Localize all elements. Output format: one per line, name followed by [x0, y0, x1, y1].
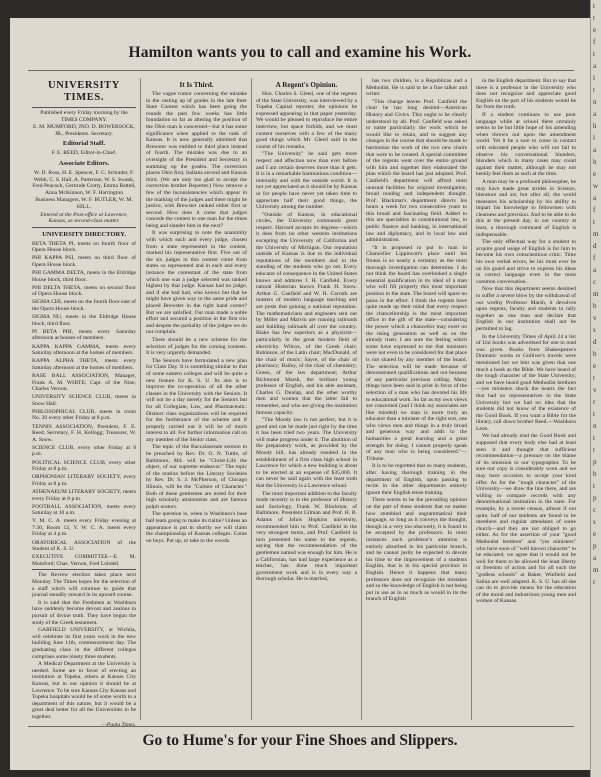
article-paragraph: Now that this department seems destined to suffer a severe blow by the withdrawal of our worthy Professor Marsh, it devolves upon regents, faculty and students to rally together as one man and declare that English in our institution shall not be permitted to lag.: [476, 286, 576, 332]
directory-entry: TENNIS ASSOCIATION, President, F. E. Reed; Secretary, F. H. Kellogg; Treasurer, W. A. Snow.: [32, 423, 136, 443]
adjacent-page-fragment: t: [593, 446, 595, 454]
editors-line: E. M. MUMFORD, JNO. D. BOWERSOCK, JR., Presidents. Secretary.: [32, 124, 136, 137]
directory-entry: PHI DELTA THETA, meets on second floor of Opera House block.: [32, 284, 136, 298]
column-divider: [140, 78, 141, 720]
adjacent-page-fragment: a: [593, 266, 597, 274]
adjacent-page-fragment: n: [593, 98, 597, 106]
adjacent-page-fragment: m: [593, 230, 599, 238]
adjacent-page-fragment: m: [593, 290, 599, 298]
directory-entry: PHI KAPPA PSI, meets on third floor of Opera House block.: [32, 255, 136, 268]
directory-entry: SCIENCE CLUB, every other Friday at 8 p.m.: [32, 444, 136, 458]
adjacent-page-fragment: b: [593, 470, 597, 478]
article-paragraph: The most important addition to the faculty made recently is in the professor of History and Sociology, Frank W. Blackmar, of Baltimore. President Gilman and Prof. H. B. Adams of Johns Hopkins university, recommended him to Prof. Canfield in the very strongest terms, and Prof. Canfield in turn presented his name to the regents, saying that the recommendation of the gentlemen named was enough for him. He is a Californian, has had large experience as a teacher, has done much important government work and is in every way a thorough scholar. He is married,: [256, 490, 357, 583]
business-managers: Business Managers, W. F. BUTLER, W. M. HILL.: [35, 197, 133, 210]
adjacent-page-fragment: h: [593, 122, 597, 130]
editor-in-chief: F. E. REED, Editor-in-Chief.: [51, 150, 117, 157]
article-paragraph: in the English department. But to say that there is a professor in the University who does not recognize and appreciate good English on the part of his students would be far from the truth.: [476, 78, 576, 111]
article-paragraph: The vague rumor concerning the mistake in the casting up of grades in the late Inter State Contest which has been going the rounds the past few weeks has little foundation so far as altering the position of the Ohio man is concerned—but it has some significance when applied to the rank of Kansas. It is now generally admitted that Brewster was entitled to third place instead of fourth. The mistake was due to an oversight of the President and Secretary in summing up the grades. The correction places Ohio first, Indiana second and Kansas third. (We are only too glad to accept the correction brother Reporter.) Now remove a few of the inconsistencies which appear in the marking of the judges and there might be justice, with Brewster ranked either first or second. How does it come that judges concede the contest to one man for the times being and slander him in the next?: [146, 91, 247, 229]
adjacent-page-fragment: t: [593, 218, 595, 226]
adjacent-page-fragment: a: [593, 554, 597, 562]
adjacent-page-fragment: w: [593, 182, 599, 190]
column-it-is-third: [146, 78, 247, 720]
adjacent-page-edge: [590, 0, 601, 777]
column-divider: [471, 78, 472, 720]
article-paragraph: The only effectual way for a student to acquire good usage of English is for him to become his own conscientious critic. Time his own verbal errors, be his must ever be on his guard and strive to express his ideas in correct language even in the most common conversation.: [476, 239, 576, 285]
adjacent-page-fragment: n: [593, 422, 597, 430]
adjacent-page-fragment: p: [593, 542, 597, 550]
editorial-staff-heading: Editorial Staff.: [62, 140, 106, 148]
directory-entry: ORPHONIAN LITERARY SOCIETY, every Friday at 8 p.m.: [32, 474, 136, 487]
adjacent-page-fragment: t: [593, 482, 595, 490]
directory-entry: FOOTBALL ASSOCIATION, meets every Saturday at 10 a.m.: [32, 503, 136, 517]
adjacent-page-fragment: v: [593, 314, 597, 322]
directory-list: [32, 241, 136, 568]
article-paragraph: A Medical Department at the University is needed. Some are in favor of erecting an institution at Topeka, others at Kansas City Kansas, but in our opinion it should be at Lawrence. To be sure Kansas City Kansas and Topeka hospitals would be of some worth to a department of this nature, but it would be a great deal better for all the Universities to be together.: [32, 661, 136, 720]
directory-entry: SIGMA CHI, meets on the fourth floor east of the Opera House block.: [32, 299, 136, 313]
adjacent-page-fragment: b: [593, 302, 597, 310]
article-paragraph: It is said that the Freshmen at Washburn have suddenly become devout and zealous in pursuit of divine truth. They have begun the study of the Greek testament.: [32, 599, 136, 626]
column-masthead: [32, 78, 136, 728]
article-paragraph: "The Moody law is not perfect, but it is good and can be made just right by the time it has been tried two years. The University will make progress under it. The abolition of the preparatory work, as provided by the Moody bill, has already resulted in the establishment of a first class high school in Lawrence for which a new building is about to be erected at an expense of $35,000. It can never be said again with the least truth that the University is a Lawrence school.: [256, 417, 357, 490]
bottom-rule: [28, 726, 574, 727]
article-paragraph: has two children, is a Republican and a Methodist. He is said to be a fine talker and writer.: [366, 78, 467, 98]
article-paragraph: A man may be a profound philosopher, he may have made great strides in Science, literature and art, but after all, the world measures his scholarship by his ability to impart his knowledge to fellowmen with clearness and precision. And to be able to do this at the present day, in our country at least, a thorough command of English is indispensable.: [476, 178, 576, 238]
adjacent-page-fragment: s: [593, 518, 596, 526]
top-banner-ad: Hamilton wants you to call and examine his Work.: [128, 44, 472, 61]
article-paragraph: The Review election takes place next Monday. The Times hopes for the selection of a staff which will continue to guide that journal steadily onward in its upward course.: [32, 572, 136, 599]
published-line: Published every Friday morning by the TIMES COMPANY.: [40, 110, 128, 123]
article-paragraph: The topic of the Baccalaureate sermon to be preached by Rev. Dr. O. N. Tuttle, of Baltimore, Md. will be "Christ-Life the object, of our supreme endeavor." The topic of the oration before the Literary Societies by Rev. Dr. S. J. McPherson, of Chicago Illinois, will be the "Culture of Character." Both of these gentlemen are noted for their high scholarly attainments and are famous pulpit orators.: [146, 444, 247, 510]
column-divider: [251, 78, 252, 720]
directory-entry: BASE BALL ASSOCIATION, Manager, Frank A. M. WHITE; Capt. of the Nine, Charles Vernon.: [32, 372, 136, 393]
bottom-banner-ad: Go to Hume's for your Fine Shoes and Slippers.: [142, 732, 458, 749]
column-5: [476, 78, 576, 720]
adjacent-page-fragment: e: [593, 530, 597, 538]
article-paragraph: The Seniors have formulated a new plan for Class Day. It is something similar to that of some eastern colleges and will be quite a new feature for K. S. U. Its aim is to improve the co-operation of all the other classes in the University with the Seniors. It will not be a day merely for the Seniors but for all Collegiate, Law, and Pharmaceutic. Distinct class organizations will be required for the furtherance of the scheme and if properly carried out it will be of much interest to all. For further information call on any member of the Senior class.: [146, 357, 247, 443]
article-paragraph: It was surprising to note the unanimity with which each and every judge, chosen from a state represented in the contest, marked his representative first. Five out of the six judges in this contest come from states so represented and in each and every instance the contestant of the state from which one was a judge selected was ranked highest by that judge. Kansas had no judge, and if she had had, who knows but that he might have given way to the same pride and placed Brewster in the right hand corner? But we are satisfied. Our man made a noble effort and secured a position in the first trio and despite the partiality of the judges we do not complain.: [146, 230, 247, 336]
adjacent-page-fragment: r: [593, 398, 596, 406]
adjacent-page-fragment: t: [593, 14, 595, 22]
article-paragraph: "Outside of Kansas, in educational circles, the University commands great respect. Harvard accepts its degrees—which it does from no other western institutions excepting the University of California and the University of Michigan. Our reputation outside of Kansas is due to the individual reputations of the members and to the standing of the students who go out. Every educator of consequence in the United States knows and admires J. H. Canfield. Every natural Historian knows Frank H. Snow. Arthur G. Canfield and W. H. Carruth are masters of modern language teaching and are posts that gaining a national reputation. The mathematicians and engineers sent out by Miller and Marvin are running railroads and building railroads all over the country. Blake has few superiors as a physicist—particularly in the great modern field of electricity. Wilcox, of the Greek chair; Robinson, of the Latin chair; MacDonald, of the chair of music; Sayre, of the chair of pharmacy; Bailey, of the chair of chemistry; Green, of the law department; Arthur Richmond Marsh, the brilliant young professor of English, and his able assistant, Charles G. Dunlap, and the other worthy men and women that the latter fail to remember, and who are giving the institution famous capacity.: [256, 211, 357, 416]
adjacent-page-fragment: a: [593, 62, 597, 70]
adjacent-page-fragment: t: [593, 50, 595, 58]
adjacent-page-fragment: p: [593, 494, 597, 502]
entered-notice: Entered at the Post-office at Lawrence, Kansas, as second-class matter.: [40, 211, 128, 225]
adjacent-page-fragment: t: [593, 374, 595, 382]
column-5-articles: [476, 78, 576, 605]
associate-editors-heading: Associate Editors.: [58, 159, 110, 167]
directory-heading: UNIVERSITY DIRECTORY.: [42, 230, 126, 238]
column-divider: [361, 78, 362, 720]
adjacent-page-fragment: l: [593, 74, 595, 82]
column-4-articles: [366, 78, 467, 603]
directory-entry: KAPPA ALPHA THETA, meets every Saturday afternoon at the homes of members.: [32, 358, 136, 371]
directory-entry: POLITICAL SCIENCE CLUB, every other Friday at 8 p.m.: [32, 459, 136, 473]
adjacent-page-fragment: m: [593, 566, 599, 574]
adjacent-page-fragment: a: [593, 194, 597, 202]
adjacent-page-fragment: f: [593, 38, 596, 46]
article-paragraph: If a student continues to use poor language while at school there certainly seems to be but little hope of his amending when thrown out upon the amendment world. Yet it be a sure to come in contact with educated people who will not fail to observe his conversational blunders, blunders which in many cases may count against their matter, although he may not keenly feel them as such at the time.: [476, 111, 576, 178]
directory-entry: ORATORICAL ASSOCIATION of the Student of K. S. U.: [32, 539, 136, 553]
adjacent-page-fragment: c: [593, 278, 597, 286]
adjacent-page-fragment: d: [593, 338, 597, 346]
adjacent-page-fragment: t: [593, 86, 595, 94]
adjacent-page-fragment: t: [593, 434, 595, 442]
adjacent-page-fragment: s: [593, 326, 596, 334]
adjacent-page-fragment: h: [593, 158, 597, 166]
adjacent-page-fragment: l: [593, 134, 595, 142]
article-paragraph: "This change leaves Prof. Canfield the chair he has long desired—American History and Civics. This ought to be clearly understood by all. Prof. Canfield was asked to name particularly the work which he would like to retain, and to suggest any changes in the course that should be made to harmonize the work of the two new chairs that were to be created. A special committee of the regents went over the entire ground with him and together they elaborated the plan which the board has just adopted. Prof. Canfield's department will afford most unusual facilities for original investigation, broad reading and independent thought. Prof. Blackmar's department directs his hours a week for two consecutive years to this broad and fascinating field. Added to this are specialties in constitutional law, in public finance and banking, in international law and diplomacy, and in local law and administration.: [366, 98, 467, 244]
adjacent-page-fragment: e: [593, 362, 597, 370]
article-paragraph: The question is, when is Washburn's base ball team going to make its rialtie? Unless an appearance is put in shortly we will claim the championship of Kansas colleges. Come on boys. Put up, or take to the woods.: [146, 511, 247, 544]
adjacent-page-fragment: r: [593, 578, 596, 586]
masthead-rule: [32, 107, 136, 108]
adjacent-page-fragment: f: [593, 206, 596, 214]
article-paragraph: "The University" he said gets more respect and affection now than ever before and I am certain deserves more than it gets. It is in a remarkable harmonious condition—internally and with the outside world. It is not yet appreciated as it should be by Kansas or for people have never yet taken time to appreciate half their good things, the University among the number.: [256, 151, 357, 211]
directory-entry: UNIVERSITY SCIENCE CLUB, meets in Snow Hall.: [32, 394, 136, 407]
article-heading: It Is Third.: [179, 81, 214, 89]
directory-entry: SIGMA NU, meets in the Eldridge House block, third floor.: [32, 314, 136, 327]
column-regents-opinion: [256, 78, 357, 720]
adjacent-page-fragment: t: [593, 410, 595, 418]
article-paragraph: "It is proposed to put to man in Chancellor Lippincott's place until his fitness is so nearly a certainty as the most thorough investigation can determine. I do not think the board has overlooked a single essential qualification in its ideal of a man who will fill properly this most important position in the state. The board will spare no pains in the effort. I think the regents have quite made up their mind that every respect the chancellorship is the most important office in the gift of the state—considering the power which a chancellor may exert on the rising generation as well as on the already risen. I am sure the feeling which some have expressed to me that ministers were not even to be considered for that place is not shared by any member of the board. The selection will be made because of demonstrated qualifications and not because of any particular previous calling. Many things have been said in print in favor of the selection of a man who has devoted his life to educational work. So far as my own views are concerned (and I think my associates are like minded) no man is more truly an educator than a minister of the right sort, one who views men and things in a truly broad and generous way and adds to the humanities a great learning and a great strength for doing. I cannot properly speak of any man who is being considered."—Tribune.: [366, 244, 467, 462]
directory-entry: PI BETA PHI, meets every Saturday afternoon at houses of members.: [32, 328, 136, 342]
directory-entry: BETA THETA PI, meets on fourth floor of Opera House block.: [32, 240, 136, 254]
adjacent-page-fragment: e: [593, 170, 597, 178]
adjacent-page-fragment: v: [593, 386, 597, 394]
directory-entry: PHILOSOPHICAL CLUB, meets in room No. 20 every other Friday at 8 p.m.: [32, 408, 136, 422]
adjacent-page-fragment: a: [593, 110, 597, 118]
adjacent-page-fragment: a: [593, 146, 597, 154]
masthead-rule: [32, 227, 136, 228]
column-4: [366, 78, 467, 720]
adjacent-page-fragment: e: [593, 26, 597, 34]
adjacent-page-fragment: p: [593, 458, 597, 466]
article-paragraph: In the University Times of April 24 a list of Uni books was advertised for one to read was given. Books from Shakespeare's Dramatic works to Gulliver's travels were mentioned but we hint was given that one much a book as the Bible. We have heard of the tough character of the State University; and we have heard good Methodist brethren—yes ministers shock the hearts the fact that had no representatives in the State University but we had no idea that the students did not know of the existence of the Good Book. If you want a Bible for the library, call down brother Reed.—Washburn Leon.: [476, 333, 576, 432]
article-paragraph: There should be a new scheme for the selection of judges for the coming contests. It is very urgently demanded.: [146, 336, 247, 357]
directory-entry: EXECUTIVE COMMITTEE—E. M. Mumford; Chas. Vernon, Fred Lobdell.: [32, 554, 136, 567]
directory-entry: KAPPA KAPPA GAMMA, meets every Saturday afternoon at the homes of members.: [32, 343, 136, 357]
newspaper-page: [10, 18, 590, 770]
section-rule: [32, 569, 136, 570]
adjacent-page-fragment: b: [593, 350, 597, 358]
directory-entry: PHI GAMMA DELTA, meets in the Eldridge House block, third floor.: [32, 270, 136, 283]
adjacent-page-fragment: f: [593, 254, 596, 262]
masthead-title: UNIVERSITY TIMES.: [48, 80, 120, 103]
adjacent-page-fragment: t: [593, 2, 595, 10]
article-paragraph: GARFIELD UNIVERSITY, at Wichita, will celebrate its first years work in the new building June 11th, commencement day. The graduating class in the different colleges comprises some ninety three students.: [32, 627, 136, 660]
column-1-articles: [32, 572, 136, 720]
adjacent-page-fragment: d: [593, 242, 597, 250]
adjacent-page-fragment: c: [593, 506, 597, 514]
article-paragraph: We had already read the Good Book and supposed that every body else had at least seen it and thought that sufficient recommendation—a pressure on the blame of its omission to our typographer. To be sure our copy is considerably worn and we may have occasion to accept your kind offer. As for the "tough character" of the University—we draw the line there, and are willing to compare records with any denominational institution in the state. For example, by a recent census, almost if not quite, half of our students are found to be members and regular attendants of some church—and they are not obliged to go either. As for the assertion of your "good Methodist brethren" and "yes ministers" who have soon of "well known character" to be educated, we agree that it would not be well for them to be allowed the least liberty or freedom of action and for all such the "godless schools" at Baker, Winfield and Salina are well adapted. K. S. U. has all she can do to provide means for the education of the moral and industrious young men and women of Kansas.: [476, 433, 576, 605]
article-paragraph: It is to be regretted that so many students, after having thorough training in the department of English, upon passing to recite in the other departments entirely ignore their English tense training.: [366, 463, 467, 496]
col1-signature: —Paola Times.: [101, 721, 136, 728]
associate-editors-list: W. D. Ross, H. E. Spencer, F. C. Schrader, F. Webb, C. S. Hall, A. Patterson, W. S. Swank, Fred Peacock, Gertrude Crotty, Emma Battell, Anna McKinnon, W. F. Harrington: [32, 169, 136, 196]
directory-entry: Y. M. C. A. meets every Friday evening at 7:30, Room 12, Y. W. C. A. meets every Friday at 4 p.m.: [32, 518, 136, 538]
article-paragraph: There seems to be the prevailing opinion on the part of these students that no matter how stumbled and ungrammatical their language, so long as it conveys the thought, though in a very too obscurely, it is found to be accepted by the professors. In most instances such professor's attention is entirely absorbed in his particular branch, and he cannot justly be expected to devote his time to the improvement of a students English, that is in his special province in English. Hence it happens that many professors does not recognize the mistakes and so the knowledge of English is not being put in use as in as much as would in its the branch of English: [366, 497, 467, 603]
column-2-articles: [146, 91, 247, 544]
column-3-articles: [256, 91, 357, 583]
directory-entry: ATHENAEUM LITERARY SOCIETY, meets every Friday at 8 p.m.: [32, 488, 136, 502]
article-heading: A Regent's Opinion.: [275, 81, 338, 89]
article-paragraph: Hon. Charles S. Gleed, one of the regents of the State University, was interviewed by a Topeka Capital reporter, the opinions he expressed appearing in that paper yesterday. We would be pleased to reproduce the entire interview, but space forbids, and we must content ourselves with a few of the many good things which Mr. Gleed said in the course of his remarks.: [256, 91, 357, 150]
top-rule: [28, 70, 574, 71]
